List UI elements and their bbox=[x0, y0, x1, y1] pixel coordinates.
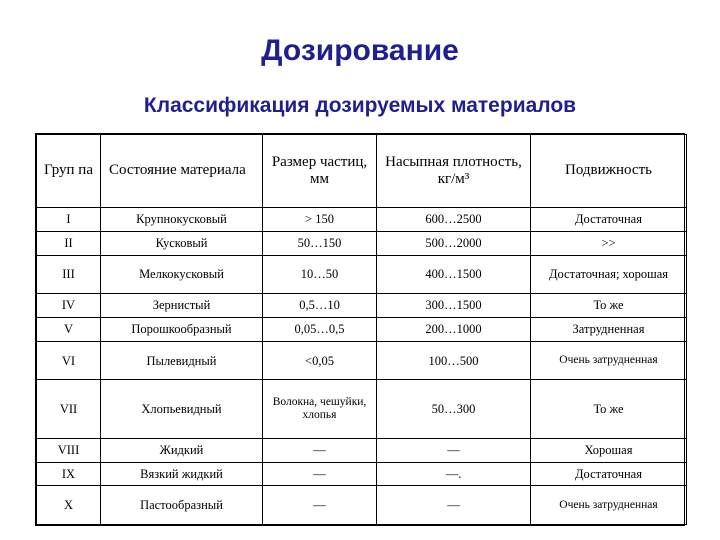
cell-group: III bbox=[37, 255, 101, 293]
table-row bbox=[37, 255, 687, 293]
cell-mobility: Достаточная bbox=[531, 208, 687, 232]
column-header-group: Груп па bbox=[37, 135, 101, 208]
cell-size: Волокна, чешуйки, хлопья bbox=[263, 380, 377, 438]
cell-size: > 150 bbox=[263, 208, 377, 232]
cell-density: 100…500 bbox=[377, 342, 531, 380]
cell-group: VI bbox=[37, 342, 101, 380]
cell-density: 300…1500 bbox=[377, 294, 531, 318]
cell-mobility: >> bbox=[531, 231, 687, 255]
cell-state: Порошкообразный bbox=[101, 318, 263, 342]
cell-mobility: Очень затрудненная bbox=[531, 486, 687, 525]
cell-size: 10…50 bbox=[263, 255, 377, 293]
cell-mobility: Затрудненная bbox=[531, 318, 687, 342]
column-header-state: Состояние материала bbox=[101, 135, 263, 208]
cell-mobility: Хорошая bbox=[531, 438, 687, 462]
cell-state: Жидкий bbox=[101, 438, 263, 462]
cell-density: 200…1000 bbox=[377, 318, 531, 342]
cell-state: Вязкий жидкий bbox=[101, 462, 263, 486]
cell-state: Пастообразный bbox=[101, 486, 263, 525]
cell-group: X bbox=[37, 486, 101, 525]
cell-size: 50…150 bbox=[263, 231, 377, 255]
classification-table bbox=[36, 134, 687, 525]
cell-size: — bbox=[263, 438, 377, 462]
cell-group: V bbox=[37, 318, 101, 342]
cell-size: <0,05 bbox=[263, 342, 377, 380]
cell-mobility: Достаточная bbox=[531, 462, 687, 486]
table-row bbox=[37, 438, 687, 462]
cell-state: Зернистый bbox=[101, 294, 263, 318]
cell-group: I bbox=[37, 208, 101, 232]
cell-density: — bbox=[377, 486, 531, 525]
table-row bbox=[37, 462, 687, 486]
cell-state: Хлопьевидный bbox=[101, 380, 263, 438]
cell-density: 600…2500 bbox=[377, 208, 531, 232]
table-row bbox=[37, 486, 687, 525]
cell-density: — bbox=[377, 438, 531, 462]
cell-state: Мелкокусковый bbox=[101, 255, 263, 293]
column-header-size: Размер частиц, мм bbox=[263, 135, 377, 208]
page-subtitle: Классификация дозируемых материалов bbox=[143, 94, 577, 117]
cell-size: — bbox=[263, 486, 377, 525]
cell-mobility: То же bbox=[531, 294, 687, 318]
cell-mobility: То же bbox=[531, 380, 687, 438]
table-row bbox=[37, 208, 687, 232]
cell-size: 0,5…10 bbox=[263, 294, 377, 318]
table-row bbox=[37, 231, 687, 255]
classification-table-frame bbox=[35, 133, 685, 526]
cell-group: VIII bbox=[37, 438, 101, 462]
cell-state: Крупнокусковый bbox=[101, 208, 263, 232]
cell-state: Пылевидный bbox=[101, 342, 263, 380]
table-row bbox=[37, 342, 687, 380]
table-header-row bbox=[37, 135, 687, 208]
cell-density: 400…1500 bbox=[377, 255, 531, 293]
cell-mobility: Достаточная; хорошая bbox=[531, 255, 687, 293]
column-header-density: Насыпная плотность, кг/м³ bbox=[377, 135, 531, 208]
cell-group: IV bbox=[37, 294, 101, 318]
table-row bbox=[37, 318, 687, 342]
table-row bbox=[37, 294, 687, 318]
table-row bbox=[37, 380, 687, 438]
cell-density: —. bbox=[377, 462, 531, 486]
cell-size: — bbox=[263, 462, 377, 486]
cell-density: 500…2000 bbox=[377, 231, 531, 255]
cell-group: II bbox=[37, 231, 101, 255]
cell-state: Кусковый bbox=[101, 231, 263, 255]
cell-size: 0,05…0,5 bbox=[263, 318, 377, 342]
cell-density: 50…300 bbox=[377, 380, 531, 438]
cell-group: VII bbox=[37, 380, 101, 438]
page-title: Дозирование bbox=[261, 34, 459, 67]
cell-group: IX bbox=[37, 462, 101, 486]
column-header-mobility: Подвижность bbox=[531, 135, 687, 208]
cell-mobility: Очень затрудненная bbox=[531, 342, 687, 380]
